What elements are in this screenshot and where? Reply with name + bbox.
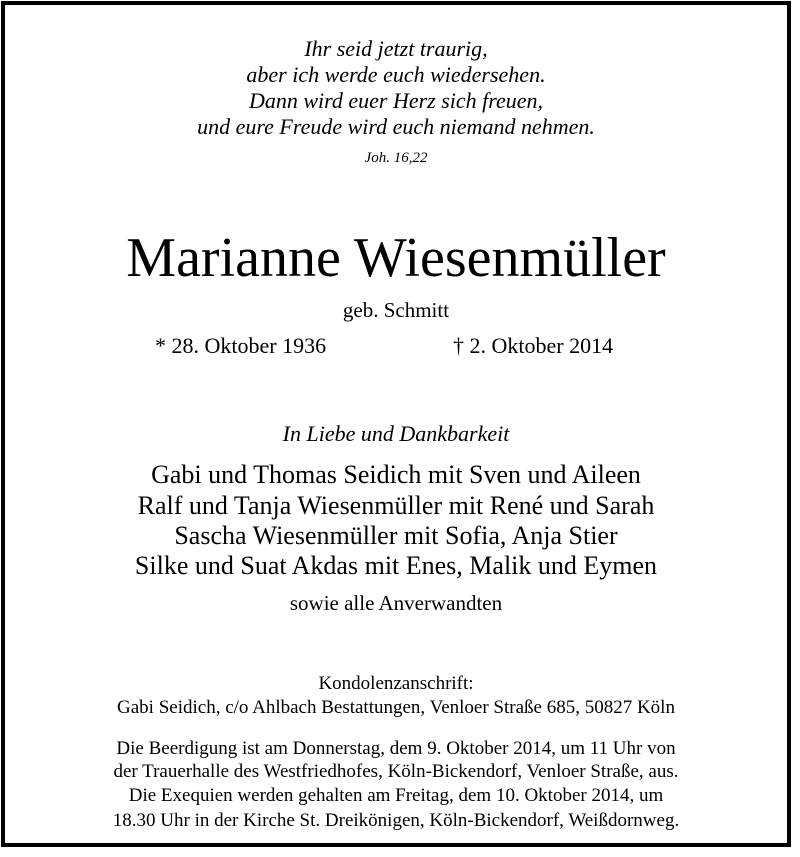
obituary-notice xyxy=(1,1,791,847)
relatives-note: sowie alle Anverwandten xyxy=(289,591,503,615)
verse-line-4: und eure Freude wird euch niemand nehmen. xyxy=(197,114,595,139)
mourner-line-4: Silke und Suat Akdas mit Enes, Malik und Eymen xyxy=(134,551,658,580)
funeral-line-4: 18.30 Uhr in der Kirche St. Dreikönigen, Köln-Bickendorf, Weißdornweg. xyxy=(112,810,680,831)
maiden-name: geb. Schmitt xyxy=(342,298,450,322)
verse-line-2: aber ich werde euch wiedersehen. xyxy=(246,62,546,87)
condolence-address: Gabi Seidich, c/o Ahlbach Bestattungen, Venloer Straße 685, 50827 Köln xyxy=(117,697,675,718)
mourner-line-2: Ralf und Tanja Wiesenmüller mit René und Sarah xyxy=(137,491,655,520)
funeral-line-3: Die Exequien werden gehalten am Freitag, dem 10. Oktober 2014, um xyxy=(128,785,664,806)
funeral-line-1: Die Beerdigung ist am Donnerstag, dem 9. Oktober 2014, um 11 Uhr von xyxy=(116,738,676,759)
mourner-line-1: Gabi und Thomas Seidich mit Sven und Aileen xyxy=(151,460,641,489)
birth-date: * 28. Oktober 1936 xyxy=(155,333,327,358)
deceased-name: Marianne Wiesenmüller xyxy=(126,227,666,289)
verse-line-3: Dann wird euer Herz sich freuen, xyxy=(248,88,544,113)
funeral-line-2: der Trauerhalle des Westfriedhofes, Köln-Bickendorf, Venloer Straße, aus. xyxy=(113,761,679,782)
death-date: † 2. Oktober 2014 xyxy=(453,333,614,358)
dedication: In Liebe und Dankbarkeit xyxy=(282,421,510,446)
verse-line-1: Ihr seid jetzt traurig, xyxy=(304,36,488,61)
mourner-line-3: Sascha Wiesenmüller mit Sofia, Anja Stier xyxy=(174,521,618,550)
life-dates xyxy=(5,333,787,361)
verse-source: Joh. 16,22 xyxy=(364,150,428,166)
condolence-label: Kondolenzanschrift: xyxy=(318,673,474,694)
